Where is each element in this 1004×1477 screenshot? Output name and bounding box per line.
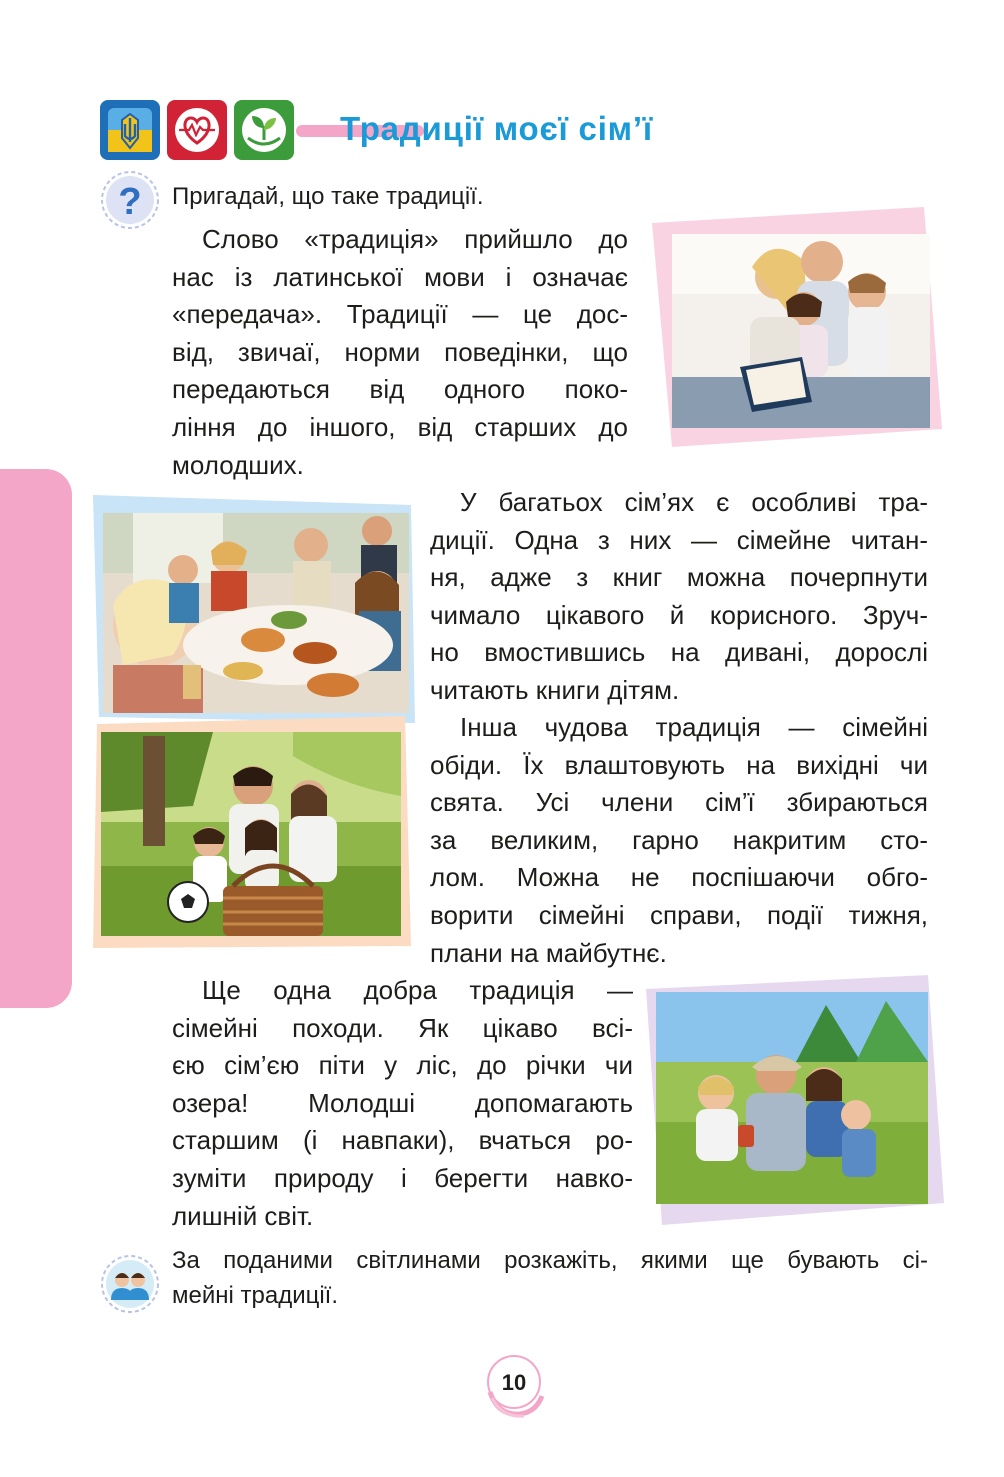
heart-health-icon [167, 100, 227, 160]
page-number: 10 [501, 1370, 527, 1395]
text-line: ня, адже з книг можна почерпнути [430, 562, 928, 593]
text-line: свята. Усі члени сім’ї збираються [430, 787, 928, 818]
question-mark-icon [100, 170, 160, 230]
page-number-badge [480, 1352, 548, 1420]
text-line: читають книги дітям. [430, 674, 680, 705]
side-color-tab [0, 469, 72, 1008]
pair-work-icon [100, 1254, 160, 1314]
text-line: зуміти природу і берегти навко- [172, 1162, 633, 1193]
text-line: старшим (і навпаки), вчаться ро- [172, 1125, 633, 1156]
paragraph-family-hikes [172, 972, 633, 1235]
text-line: від, звичаї, норми поведінки, що [172, 336, 628, 367]
text-line: озера! Молодші допомагають [172, 1087, 633, 1118]
page-title: Традиції моєї сім’ї [340, 110, 653, 147]
text-line: плани на майбутнє. [430, 937, 667, 968]
text-line: Ще одна добра традиція — [202, 975, 633, 1005]
photo-family-hike [646, 975, 944, 1225]
paragraph-tradition-definition [172, 221, 628, 484]
text-line: мейні традиції. [172, 1282, 339, 1309]
sprout-hands-icon [234, 100, 294, 160]
text-line: лом. Можна не поспішаючи обго- [430, 862, 928, 893]
svg-text:?: ? [118, 181, 142, 223]
text-line: Слово «традиція» прийшло до [202, 224, 628, 254]
text-line: ління до іншого, від старших до [172, 411, 628, 442]
ukraine-coat-of-arms-icon [100, 100, 160, 160]
text-line: За поданими світлинами розкажіть, якими ще бувають сі- [172, 1247, 928, 1274]
text-line: передаються від одного поко- [172, 374, 628, 405]
question-prompt: Пригадай, що таке традиції. [172, 183, 484, 210]
text-line: диції. Одна з них — сімейне читан- [430, 524, 928, 555]
text-line: обіди. Їх влаштовують на вихідні чи [430, 749, 928, 780]
photo-family-picnic [93, 716, 411, 948]
discussion-task [172, 1243, 928, 1313]
text-line: молодших. [172, 449, 304, 480]
text-line: чимало цікавого й корисного. Зруч- [430, 599, 928, 630]
text-line: но вмостившись на дивані, дорослі [430, 637, 928, 668]
text-line: У багатьох сім’ях є особливі тра- [460, 487, 928, 517]
text-line: єю сім’єю піти у ліс, до річки чи [172, 1050, 633, 1081]
section-header [100, 100, 800, 162]
text-line: Інша чудова традиція — сімейні [460, 712, 928, 742]
text-line: ворити сімейні справи, події тижня, [430, 899, 928, 930]
text-line: за великим, гарно накритим сто- [430, 824, 928, 855]
paragraph-family-dinners [430, 709, 928, 972]
text-line: сімейні походи. Як цікаво всі- [172, 1012, 633, 1043]
text-line: «передача». Традиції — це дос- [172, 299, 628, 330]
text-line: нас із латинської мови і означає [172, 261, 628, 292]
text-line: лишній світ. [172, 1200, 314, 1231]
photo-family-dinner [93, 495, 415, 723]
paragraph-family-reading [430, 484, 928, 710]
photo-family-reading [652, 207, 942, 447]
